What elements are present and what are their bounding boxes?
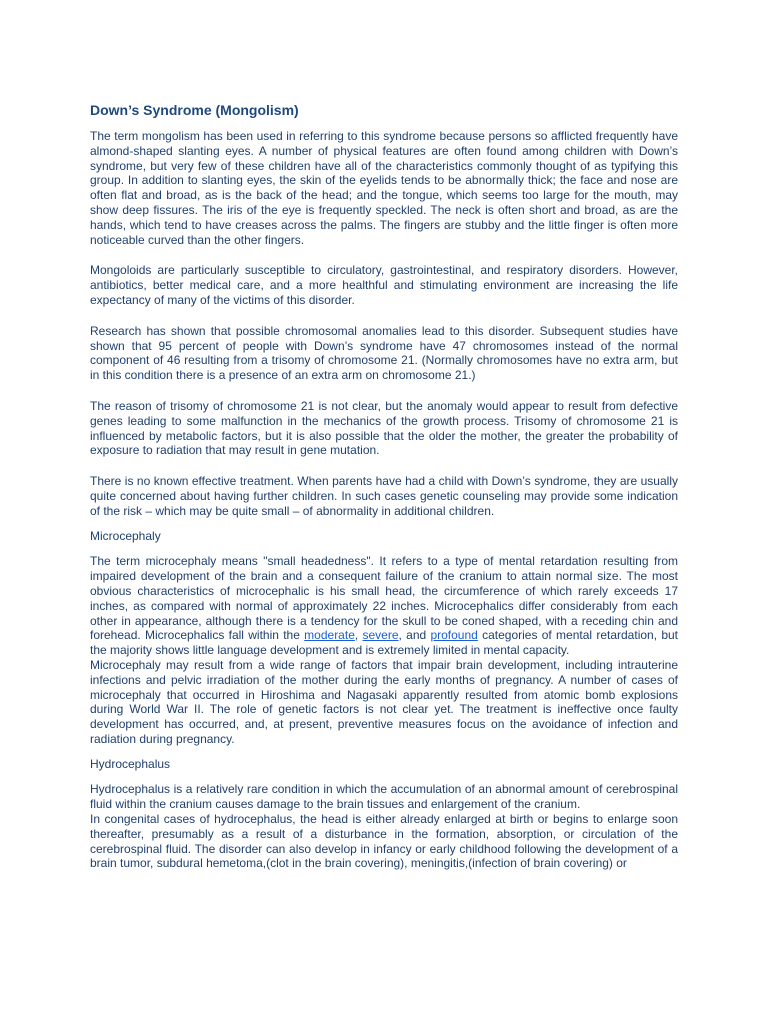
document-content [90,101,678,871]
profound-link[interactable]: profound [430,628,478,643]
hydrocephalus-paragraph-2: In congenital cases of hydrocephalus, the head is either already enlarged at birth or begins to enlarge soon thereafter, presumably as a result of a disturbance in the formation, absorption, or circulation of the cerebrospinal fluid. The disorder can also develop in infancy or early childhood following the development of a brain tumor, subdural hemetoma,(clot in the brain covering), meningitis,(infection of brain covering) or [90,812,678,871]
link-separator-2: , and [398,628,431,643]
paragraph-chromosomes: Research has shown that possible chromosomal anomalies lead to this disorder. Subsequent studies have shown that 95 percent of people with Down’s syndrome have 47 chromosomes instead of the normal component of 46 resulting from a trisomy of chromosome 21. (Normally chromosomes have no extra arm, but in this condition there is a presence of an extra arm on chromosome 21.) [90,323,678,383]
link-separator-1: , [354,628,363,643]
microcephaly-text-end: categories of mental retardation, but the majority shows little language development and is extremely limited in mental capacity. [90,628,679,658]
microcephaly-paragraph-2: Microcephaly may result from a wide range of factors that impair brain development, including intrauterine infections and pelvic irradiation of the mother during the early months of pregnancy. A number of cases of microcephaly that occurred in Hiroshima and Nagasaki apparently resulted from atomic bomb explosions during World War II. The role of genetic factors is not clear yet. The treatment is ineffective once faulty development has occurred, and, at present, preventive measures focus on the avoidance of infection and radiation during pregnancy. [90,657,678,746]
document-title: Down’s Syndrome (Mongolism) [90,102,299,118]
microcephaly-text-start: The term microcephaly means "small headedness". It refers to a type of mental retardation resulting from impaired development of the brain and a consequent failure of the cranium to attain normal size. The most obvious characteristics of microcephalic is his small head, the circumference of which rarely exceeds 17 inches, as compared with normal of approximately 22 inches. Microcephalics differ considerably from each other in appearance, although there is a tendency for the skull to be coned shaped, with a receding chin and forehead. Microcephalics fall within the [90,554,678,643]
paragraph-susceptibility: Mongoloids are particularly susceptible to circulatory, gastrointestinal, and respiratory disorders. However, antibiotics, better medical care, and a more healthful and stimulating environment are increasing the life expectancy of many of the victims of this disorder. [90,263,678,307]
paragraph-trisomy: The reason of trisomy of chromosome 21 is not clear, but the anomaly would appear to result from defective genes leading to some malfunction in the mechanics of the growth process. Trisomy of chromosome 21 is influenced by metabolic factors, but it is also possible that the older the mother, the greater the probability of exposure to radiation that may result in gene mutation. [90,398,678,458]
microcephaly-paragraph-1 [90,554,678,658]
moderate-link[interactable]: moderate [304,628,355,643]
microcephaly-heading: Microcephaly [90,528,161,543]
paragraph-treatment: There is no known effective treatment. When parents have had a child with Down’s syndrome, they are usually quite concerned about having further children. In such cases genetic counseling may provide some indication of the risk – which may be quite small – of abnormality in additional children. [90,474,678,518]
severe-link[interactable]: severe [362,628,399,643]
hydrocephalus-paragraph-1: Hydrocephalus is a relatively rare condition in which the accumulation of an abnormal amount of cerebrospinal fluid within the cranium causes damage to the brain tissues and enlargement of the cranium. [90,782,678,812]
paragraph-appearance: The term mongolism has been used in referring to this syndrome because persons so afflicted frequently have almond-shaped slanting eyes. A number of physical features are often found among children with Down’s syndrome, but very few of these children have all of the characteristics commonly thought of as typifying this group. In addition to slanting eyes, the skin of the eyelids tends to be abnormally thick; the face and nose are often flat and broad, as is the back of the head; and the tongue, which seems too large for the mouth, may show deep fissures. The iris of the eye is frequently speckled. The neck is often short and broad, as are the hands, which tend to have creases across the palms. The fingers are stubby and the little finger is often more noticeable curved than the other fingers. [90,129,678,247]
hydrocephalus-heading: Hydrocephalus [90,756,171,771]
